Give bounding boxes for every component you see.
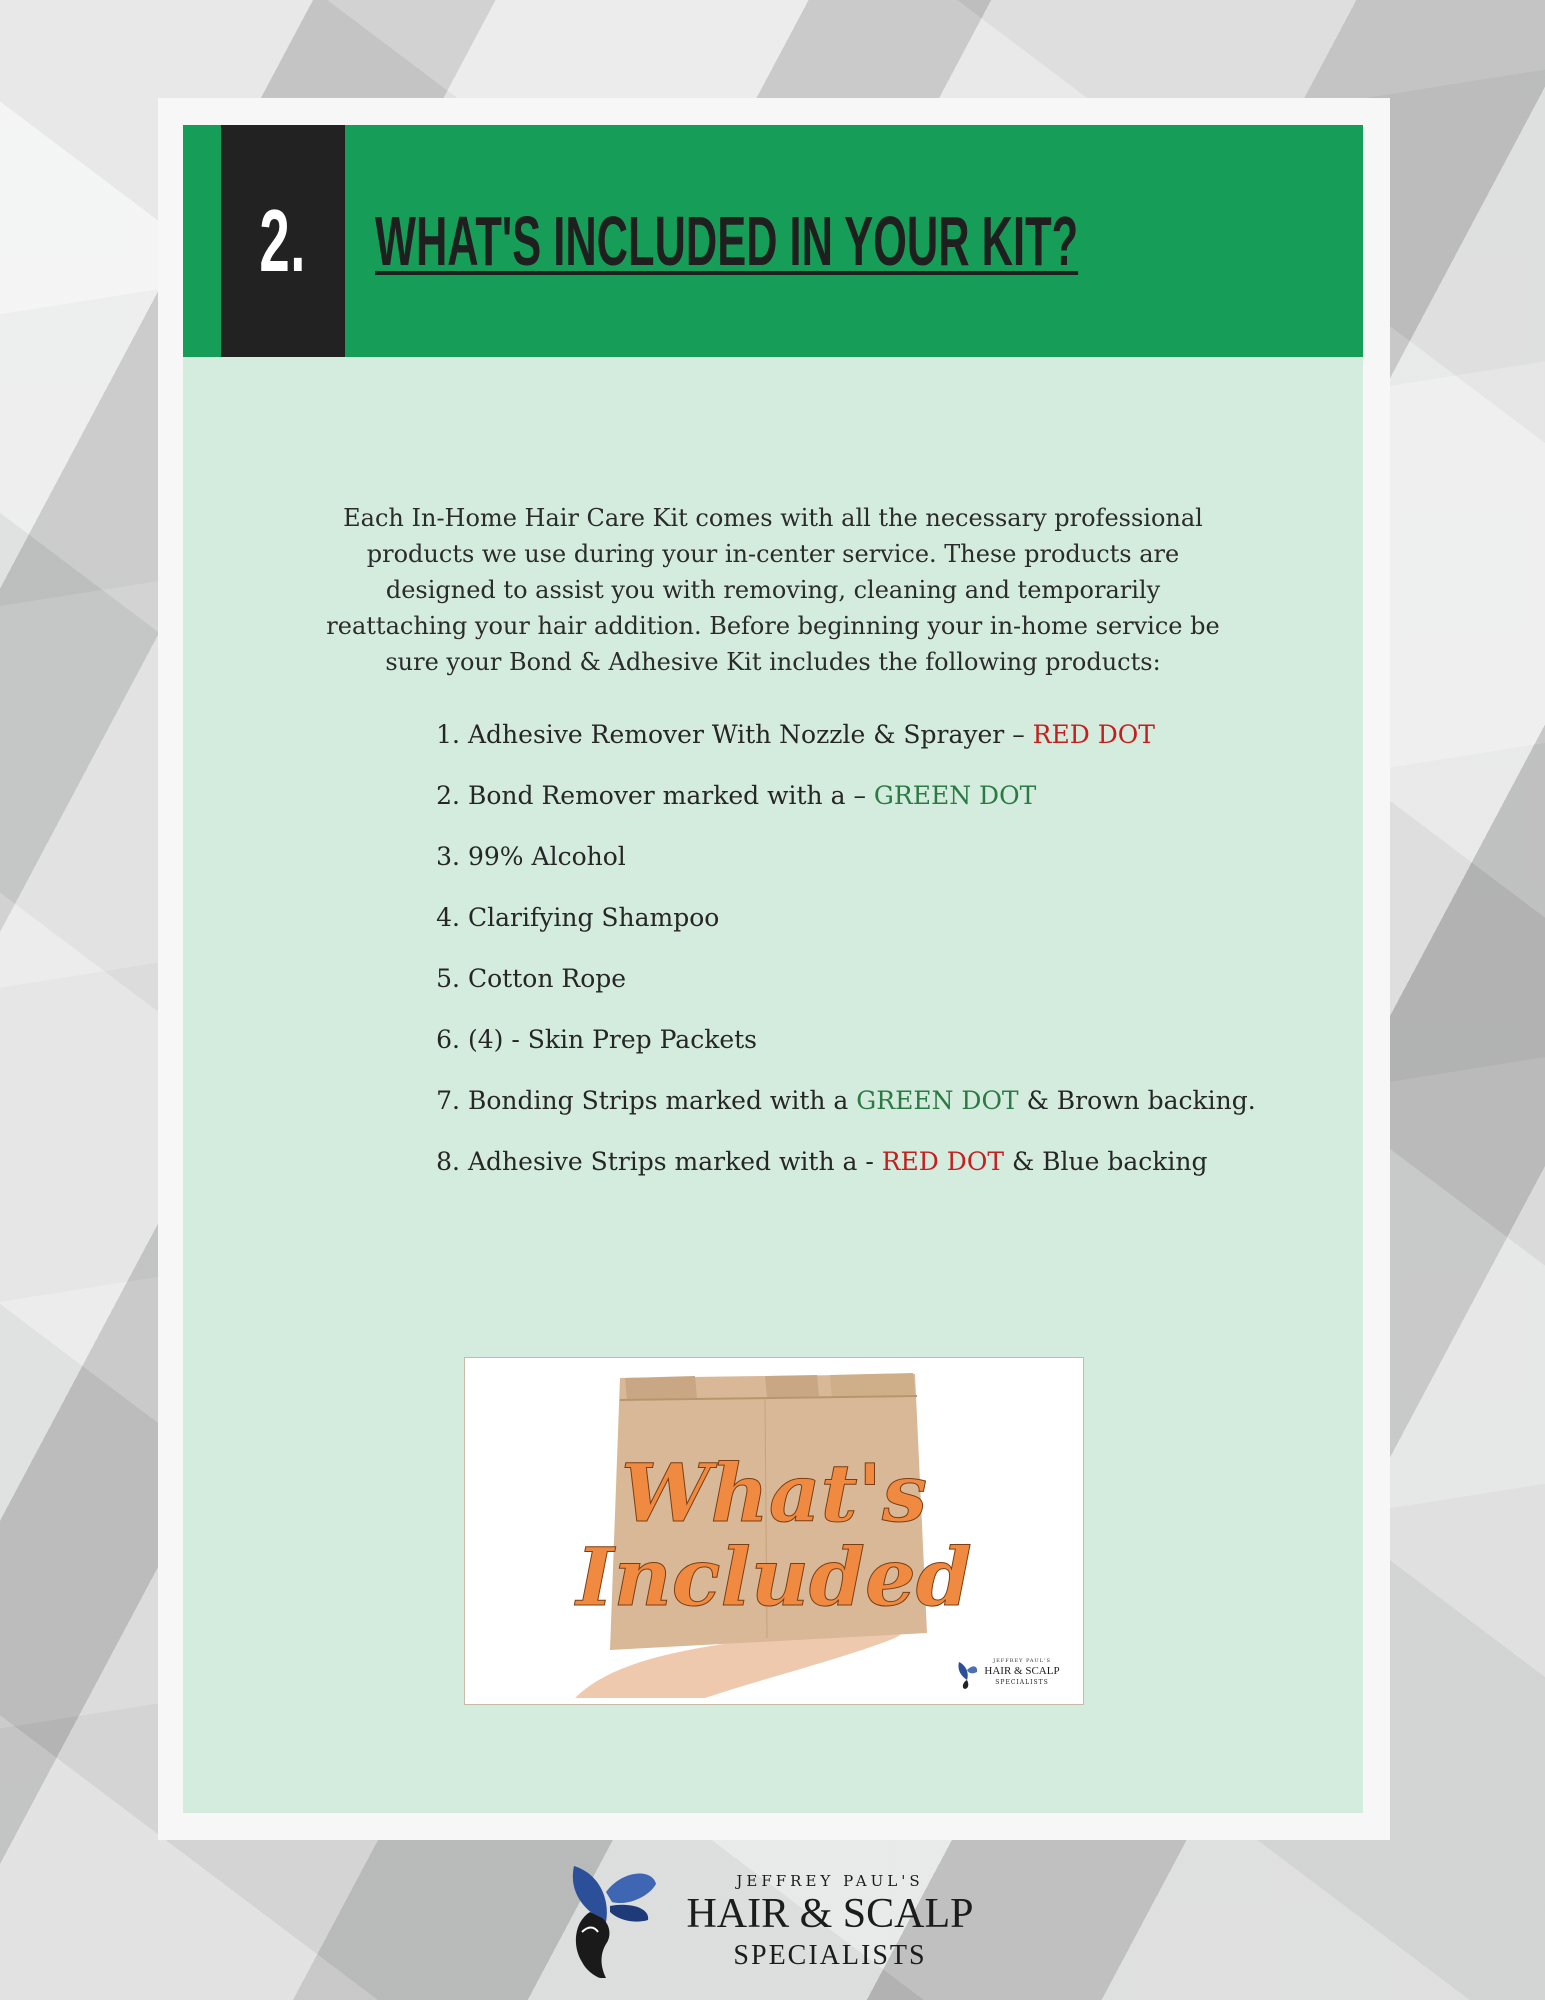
logo-top-text: JEFFREY PAUL'S xyxy=(736,1872,924,1890)
item-number: 2. xyxy=(436,781,460,810)
item-text: (4) - Skin Prep Packets xyxy=(468,1025,758,1054)
green-dot-label: GREEN DOT xyxy=(873,781,1037,810)
item-number: 8. xyxy=(436,1147,460,1176)
red-dot-label: RED DOT xyxy=(1032,720,1155,749)
green-dot-label: GREEN DOT xyxy=(856,1086,1019,1115)
item-number: 1. xyxy=(436,720,460,749)
image-logo-badge xyxy=(955,1658,1065,1692)
section-number-block xyxy=(221,125,345,357)
item-number: 5. xyxy=(436,964,460,993)
list-item xyxy=(428,842,1268,903)
list-item xyxy=(428,1147,1268,1208)
item-text: Clarifying Shampoo xyxy=(468,903,720,932)
butterfly-logo-icon xyxy=(560,1862,670,1980)
red-dot-label: RED DOT xyxy=(881,1147,1005,1176)
item-text-after: & Brown backing. xyxy=(1018,1086,1256,1115)
item-number: 4. xyxy=(436,903,460,932)
badge-main-text: HAIR & SCALP xyxy=(984,1665,1060,1677)
list-item xyxy=(428,1025,1268,1086)
item-text: Bonding Strips marked with a xyxy=(468,1086,857,1115)
logo-main-text: HAIR & SCALP xyxy=(686,1891,974,1937)
item-text: Cotton Rope xyxy=(468,964,627,993)
item-number: 6. xyxy=(436,1025,460,1054)
section-number: 2. xyxy=(259,191,307,290)
kit-items-list xyxy=(428,720,1268,1208)
butterfly-icon xyxy=(955,1660,979,1690)
badge-sub-text: SPECIALISTS xyxy=(995,1679,1049,1686)
list-item xyxy=(428,903,1268,964)
list-item xyxy=(428,964,1268,1025)
item-text: Adhesive Remover With Nozzle & Sprayer – xyxy=(468,720,1033,749)
logo-sub-text: SPECIALISTS xyxy=(733,1940,927,1971)
item-text: 99% Alcohol xyxy=(468,842,626,871)
list-item xyxy=(428,1086,1268,1147)
item-text: Bond Remover marked with a – xyxy=(468,781,874,810)
section-header xyxy=(183,125,1363,357)
section-title xyxy=(375,191,1195,291)
image-headline-line1: What's xyxy=(620,1446,928,1540)
item-text-after: & Blue backing xyxy=(1004,1147,1208,1176)
item-number: 7. xyxy=(436,1086,460,1115)
content-panel xyxy=(183,357,1363,1813)
badge-top-text: JEFFREY PAUL'S xyxy=(993,1658,1051,1664)
image-headline-line2: Included xyxy=(576,1530,972,1624)
intro-paragraph: Each In-Home Hair Care Kit comes with all the necessary professional products we use during your in-center service. These products are designed to assist you with removing, cleaning and temporarily reattaching your hair addition. Before beginning your in-home service be sure your Bond & Adhesive Kit includes the following products: xyxy=(326,504,1220,676)
item-number: 3. xyxy=(436,842,460,871)
footer-logo xyxy=(560,1862,1000,1982)
list-item xyxy=(428,781,1268,842)
list-item xyxy=(428,720,1268,781)
item-text: Adhesive Strips marked with a - xyxy=(468,1147,882,1176)
whats-included-image xyxy=(464,1357,1084,1705)
section-title-text: WHAT'S INCLUDED IN YOUR KIT? xyxy=(375,202,1079,280)
